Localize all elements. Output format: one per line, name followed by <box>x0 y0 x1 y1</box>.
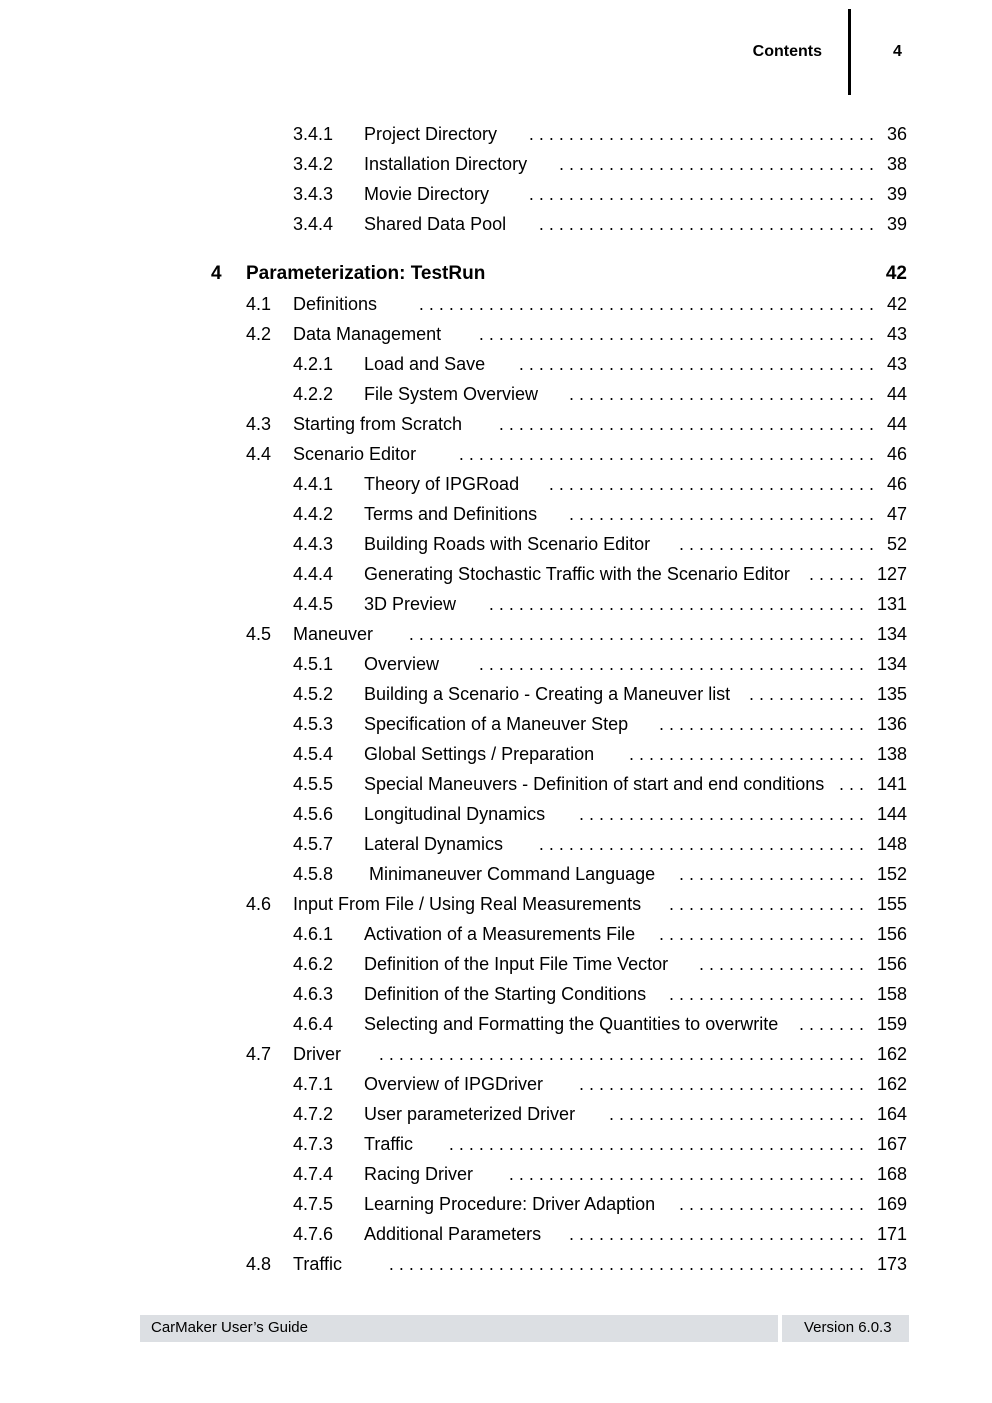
toc-entry-number: 4.6.3 <box>293 984 334 1004</box>
toc-entry-number: 4.8 <box>246 1254 272 1274</box>
toc-entry-title: Additional Parameters <box>364 1224 542 1244</box>
toc-entry-title: Minimaneuver Command Language <box>364 864 656 884</box>
toc-entry-leader-dots: . . . . . . . . . . . . . . . . . . . . . . . . . . . . . . . . . . . . . . . . . . . . . . <box>418 294 874 314</box>
toc-entry-number: 4.5.2 <box>293 684 334 704</box>
toc-entry[interactable] <box>0 592 992 616</box>
toc-entry-title: Activation of a Measurements File <box>364 924 636 944</box>
toc-entry-leader-dots: . . . . . . . . . . . . . . . . . . . . . . . . . . . . . . . . <box>558 154 874 174</box>
toc-entry[interactable] <box>0 442 992 466</box>
toc-entry-page: 168 <box>876 1164 907 1184</box>
toc-entry-page: 136 <box>876 714 907 734</box>
toc-entry-title: Scenario Editor <box>293 444 417 464</box>
toc-entry-number: 3.4.1 <box>293 124 334 144</box>
toc-entry-leader-dots: . . . . . . . . . . . . . . . . . . . . . . . . <box>628 744 864 764</box>
toc-entry-number: 4.5.4 <box>293 744 334 764</box>
toc-entry-page: 155 <box>876 894 907 914</box>
toc-entry-page: 173 <box>876 1254 907 1274</box>
toc-entry-page: 43 <box>886 324 907 344</box>
toc-entry[interactable] <box>0 1042 992 1066</box>
toc-entry-leader-dots: . . . . . . . . . . . . . . . . . . . . . . . . . . . . . . . <box>568 384 874 404</box>
toc-entry-title: Traffic <box>293 1254 343 1274</box>
toc-entry-leader-dots: . . . . . . . . . . . . . . . . . . . . . . . . . . . . . . <box>568 1224 864 1244</box>
footer-document-title: CarMaker User’s Guide <box>151 1319 308 1336</box>
footer-left <box>140 1315 778 1342</box>
toc-entry-page: 171 <box>876 1224 907 1244</box>
toc-entry-leader-dots: . . . . . . . . . . . . . . . . . . . . . . . . . . . . . . . . . . . . <box>508 1164 864 1184</box>
toc-entry-leader-dots: . . . . . . . . . . . . . . . . . . . . . . . . . . . . . . . <box>568 504 874 524</box>
toc-entry[interactable] <box>0 772 992 796</box>
toc-entry-number: 4.4.3 <box>293 534 334 554</box>
toc-entry-number: 4.6.1 <box>293 924 334 944</box>
toc-entry-leader-dots: . . . . . . <box>808 564 864 584</box>
toc-entry-title: Overview of IPGDriver <box>364 1074 544 1094</box>
toc-entry-title: Lateral Dynamics <box>364 834 504 854</box>
toc-entry-leader-dots: . . . . . . . . . . . . . . . . . . . . . . . . . . . . . . . . . . . <box>528 184 874 204</box>
toc-entry-number: 4.5.8 <box>293 864 334 884</box>
toc-entry-leader-dots: . . . . . . . . . . . . . . . . . . . . . . . . . . . . . . . . . . . . <box>518 354 874 374</box>
toc-entry-title: Overview <box>364 654 440 674</box>
toc-entry-page: 127 <box>876 564 907 584</box>
toc-entry[interactable] <box>0 742 992 766</box>
toc-entry[interactable] <box>0 352 992 376</box>
toc-entry-number: 4.6.2 <box>293 954 334 974</box>
toc-entry-title: Generating Stochastic Traffic with the Scenario Editor <box>364 564 790 584</box>
header-title: Contents <box>752 43 822 60</box>
toc-entry-page: 44 <box>886 384 907 404</box>
toc-entry-number: 4.5.1 <box>293 654 334 674</box>
toc-entry-page: 43 <box>886 354 907 374</box>
toc-entry-leader-dots: . . . . . . . . . . . . . . . . . . . <box>678 864 864 884</box>
toc-entry-page: 38 <box>886 154 907 174</box>
toc-entry-page: 44 <box>886 414 907 434</box>
toc-entry[interactable] <box>0 682 992 706</box>
toc-entry-title: Load and Save <box>364 354 486 374</box>
toc-entry-leader-dots: . . . . . . . . . . . . . . . . . . . . . <box>658 924 864 944</box>
toc-entry-number: 4.4.5 <box>293 594 334 614</box>
toc-entry-title: Definition of the Starting Conditions <box>364 984 647 1004</box>
toc-entry-number: 4.4.1 <box>293 474 334 494</box>
toc-entry[interactable] <box>0 532 992 556</box>
toc-entry-number: 4.1 <box>246 294 272 314</box>
toc-entry[interactable] <box>0 622 992 646</box>
toc-entry-page: 52 <box>886 534 907 554</box>
toc-entry-title: Starting from Scratch <box>293 414 463 434</box>
toc-entry-title: Learning Procedure: Driver Adaption <box>364 1194 656 1214</box>
toc-entry-number: 4 <box>211 263 222 284</box>
toc-entry-title: 3D Preview <box>364 594 457 614</box>
toc-entry-leader-dots: . . . . . . . . . . . . . . . . . . . . . . . . . . . . . . . . . . . . . . . . . . . . . . . . <box>388 1254 864 1274</box>
toc-entry-leader-dots: . . . . . . . . . . . . . . . . . . . <box>678 1194 864 1214</box>
toc-entry-title: File System Overview <box>364 384 539 404</box>
toc-entry-number: 4.6.4 <box>293 1014 334 1034</box>
footer-right <box>782 1315 909 1342</box>
toc-entry[interactable] <box>0 982 992 1006</box>
toc-entry[interactable] <box>0 1222 992 1246</box>
toc-entry-title: Building Roads with Scenario Editor <box>364 534 651 554</box>
toc-entry-page: 39 <box>886 214 907 234</box>
toc-entry[interactable] <box>0 1192 992 1216</box>
toc-entry[interactable] <box>0 502 992 526</box>
toc-entry-page: 156 <box>876 924 907 944</box>
toc-entry-number: 3.4.2 <box>293 154 334 174</box>
toc-entry-page: 162 <box>876 1044 907 1064</box>
toc-entry-leader-dots: . . . . . . . . . . . . . . . . . . . . . . . . . . . . . . . . . . . . . . . . <box>478 324 874 344</box>
toc-entry-leader-dots: . . . . . . . . . . . . . . . . . . . . <box>668 984 864 1004</box>
toc-entry-title: Maneuver <box>293 624 374 644</box>
toc-entry-page: 167 <box>876 1134 907 1154</box>
toc-entry-title: Definition of the Input File Time Vector <box>364 954 669 974</box>
toc-entry-title: Selecting and Formatting the Quantities to overwrite <box>364 1014 779 1034</box>
toc-entry-number: 4.4 <box>246 444 272 464</box>
toc-entry[interactable] <box>0 212 992 236</box>
toc-entry[interactable] <box>0 922 992 946</box>
toc-entry-number: 4.5.5 <box>293 774 334 794</box>
toc-entry-leader-dots: . . . . . . . . . . . . . . . . . . . . . . . . . . . . . . . . . . . . . . . . . . . . . . . . . <box>378 1044 864 1064</box>
toc-entry-page: 42 <box>886 294 907 314</box>
header-divider <box>848 9 851 95</box>
toc-entry-page: 159 <box>876 1014 907 1034</box>
toc-entry-leader-dots: . . . . . . . . . . . . . . . . . . . . . . . . . . . . . . . . . . . . . . . . . . <box>458 444 874 464</box>
toc-entry-page: 134 <box>876 624 907 644</box>
toc-entry[interactable] <box>0 182 992 206</box>
toc-entry-page: 131 <box>876 594 907 614</box>
toc-entry-title: Longitudinal Dynamics <box>364 804 546 824</box>
toc-entry-page: 36 <box>886 124 907 144</box>
toc-entry-leader-dots: . . . . . . . <box>798 1014 864 1034</box>
toc-entry-number: 3.4.4 <box>293 214 334 234</box>
toc-entry-number: 4.7 <box>246 1044 272 1064</box>
toc-entry-leader-dots: . . . <box>838 774 864 794</box>
toc-entry[interactable] <box>0 1252 992 1276</box>
toc-entry-number: 4.5.6 <box>293 804 334 824</box>
toc-entry-leader-dots: . . . . . . . . . . . . <box>748 684 864 704</box>
toc-entry[interactable] <box>0 952 992 976</box>
toc-entry[interactable] <box>0 1072 992 1096</box>
toc-entry-number: 4.5.7 <box>293 834 334 854</box>
toc-entry-page: 152 <box>876 864 907 884</box>
toc-entry-title: Traffic <box>364 1134 414 1154</box>
toc-entry-page: 164 <box>876 1104 907 1124</box>
toc-entry-title: Racing Driver <box>364 1164 474 1184</box>
toc-entry[interactable] <box>0 802 992 826</box>
toc-entry-page: 156 <box>876 954 907 974</box>
toc-entry-leader-dots: . . . . . . . . . . . . . . . . . . . . . . . . . . . . . <box>578 804 864 824</box>
toc-entry-leader-dots: . . . . . . . . . . . . . . . . . . . . . . . . . . . . . . . . . . . <box>528 124 874 144</box>
toc-entry-title: Special Maneuvers - Definition of start and end conditions <box>364 774 825 794</box>
toc-entry-leader-dots: . . . . . . . . . . . . . . . . . . . . . <box>658 714 864 734</box>
toc-entry-number: 4.5 <box>246 624 272 644</box>
toc-entry-title: Global Settings / Preparation <box>364 744 595 764</box>
toc-entry-title: Definitions <box>293 294 378 314</box>
toc-entry-title: Installation Directory <box>364 154 528 174</box>
toc-entry-leader-dots: . . . . . . . . . . . . . . . . . . . . . . . . . . . . . . . . . . . . . . <box>498 414 874 434</box>
toc-entry[interactable] <box>0 382 992 406</box>
toc-entry-leader-dots: . . . . . . . . . . . . . . . . . . . . . . . . . . . . . . . . . . . . . . <box>488 594 864 614</box>
toc-entry-leader-dots: . . . . . . . . . . . . . . . . . . . . <box>668 894 864 914</box>
toc-entry-number: 4.2.2 <box>293 384 334 404</box>
toc-entry-leader-dots: . . . . . . . . . . . . . . . . . . . . . . . . . . . . . . . . . . . . . . . <box>478 654 864 674</box>
footer-version: Version 6.0.3 <box>804 1319 892 1336</box>
toc-entry[interactable] <box>0 1162 992 1186</box>
toc-entry-page: 39 <box>886 184 907 204</box>
toc-entry[interactable] <box>0 712 992 736</box>
toc-entry[interactable] <box>0 1132 992 1156</box>
toc-entry-number: 4.6 <box>246 894 272 914</box>
toc-entry-title: Shared Data Pool <box>364 214 507 234</box>
toc-entry-number: 4.7.3 <box>293 1134 334 1154</box>
toc-entry[interactable] <box>0 562 992 586</box>
toc-entry-number: 4.7.1 <box>293 1074 334 1094</box>
toc-entry-page: 46 <box>886 474 907 494</box>
toc-entry-page: 162 <box>876 1074 907 1094</box>
toc-entry-title: Data Management <box>293 324 442 344</box>
toc-entry-leader-dots: . . . . . . . . . . . . . . . . . . . . . . . . . . <box>608 1104 864 1124</box>
toc-entry-number: 4.7.6 <box>293 1224 334 1244</box>
toc-entry-number: 4.4.4 <box>293 564 334 584</box>
toc-entry[interactable] <box>0 862 992 886</box>
toc-entry[interactable] <box>0 322 992 346</box>
toc-entry-page: 42 <box>885 263 907 284</box>
toc-entry[interactable] <box>0 412 992 436</box>
toc-entry-number: 4.4.2 <box>293 504 334 524</box>
toc-entry-number: 4.2.1 <box>293 354 334 374</box>
toc-entry[interactable] <box>0 1102 992 1126</box>
toc-entry-leader-dots: . . . . . . . . . . . . . . . . . <box>698 954 864 974</box>
toc-entry-page: 144 <box>876 804 907 824</box>
toc-entry-page: 47 <box>886 504 907 524</box>
toc-entry-leader-dots: . . . . . . . . . . . . . . . . . . . . . . . . . . . . . . . . . <box>548 474 874 494</box>
toc-entry-leader-dots: . . . . . . . . . . . . . . . . . . . . . . . . . . . . . . . . . <box>538 834 864 854</box>
toc-entry-title: Parameterization: TestRun <box>246 263 486 284</box>
toc-entry[interactable] <box>0 292 992 316</box>
toc-entry-title: Theory of IPGRoad <box>364 474 520 494</box>
toc-entry-leader-dots: . . . . . . . . . . . . . . . . . . . . <box>678 534 874 554</box>
toc-entry[interactable] <box>0 472 992 496</box>
toc-entry-page: 46 <box>886 444 907 464</box>
toc-entry[interactable] <box>0 152 992 176</box>
toc-entry-page: 158 <box>876 984 907 1004</box>
toc-entry-number: 4.3 <box>246 414 272 434</box>
toc-entry-number: 4.7.4 <box>293 1164 334 1184</box>
toc-entry-page: 138 <box>876 744 907 764</box>
toc-entry-title: Driver <box>293 1044 341 1064</box>
toc-entry-page: 134 <box>876 654 907 674</box>
toc-entry-title: Input From File / Using Real Measurements <box>293 894 642 914</box>
toc-entry[interactable] <box>0 652 992 676</box>
toc-entry[interactable] <box>0 1012 992 1036</box>
toc-entry-leader-dots: . . . . . . . . . . . . . . . . . . . . . . . . . . . . . . . . . . . . . . . . . . <box>448 1134 864 1154</box>
toc-entry-number: 4.5.3 <box>293 714 334 734</box>
toc-entry-number: 4.7.5 <box>293 1194 334 1214</box>
toc-entry-title: Terms and Definitions <box>364 504 538 524</box>
toc-entry-title: User parameterized Driver <box>364 1104 576 1124</box>
toc-entry[interactable] <box>0 892 992 916</box>
toc-entry[interactable] <box>0 832 992 856</box>
toc-entry-page: 141 <box>876 774 907 794</box>
toc-entry-leader-dots: . . . . . . . . . . . . . . . . . . . . . . . . . . . . . . . . . . <box>538 214 874 234</box>
toc-entry-number: 4.2 <box>246 324 272 344</box>
toc-entry-title: Project Directory <box>364 124 498 144</box>
toc-entry-title: Specification of a Maneuver Step <box>364 714 629 734</box>
toc-entry-page: 148 <box>876 834 907 854</box>
toc-entry[interactable] <box>0 122 992 146</box>
toc-entry-leader-dots: . . . . . . . . . . . . . . . . . . . . . . . . . . . . . . . . . . . . . . . . . . . . . . <box>408 624 864 644</box>
header-page-number: 4 <box>893 43 902 60</box>
toc-chapter-entry[interactable] <box>0 262 992 286</box>
toc-entry-title: Movie Directory <box>364 184 490 204</box>
toc-entry-leader-dots: . . . . . . . . . . . . . . . . . . . . . . . . . . . . . <box>578 1074 864 1094</box>
toc-entry-number: 3.4.3 <box>293 184 334 204</box>
toc-entry-page: 169 <box>876 1194 907 1214</box>
toc-entry-title: Building a Scenario - Creating a Maneuver list <box>364 684 731 704</box>
toc-entry-number: 4.7.2 <box>293 1104 334 1124</box>
toc-entry-page: 135 <box>876 684 907 704</box>
